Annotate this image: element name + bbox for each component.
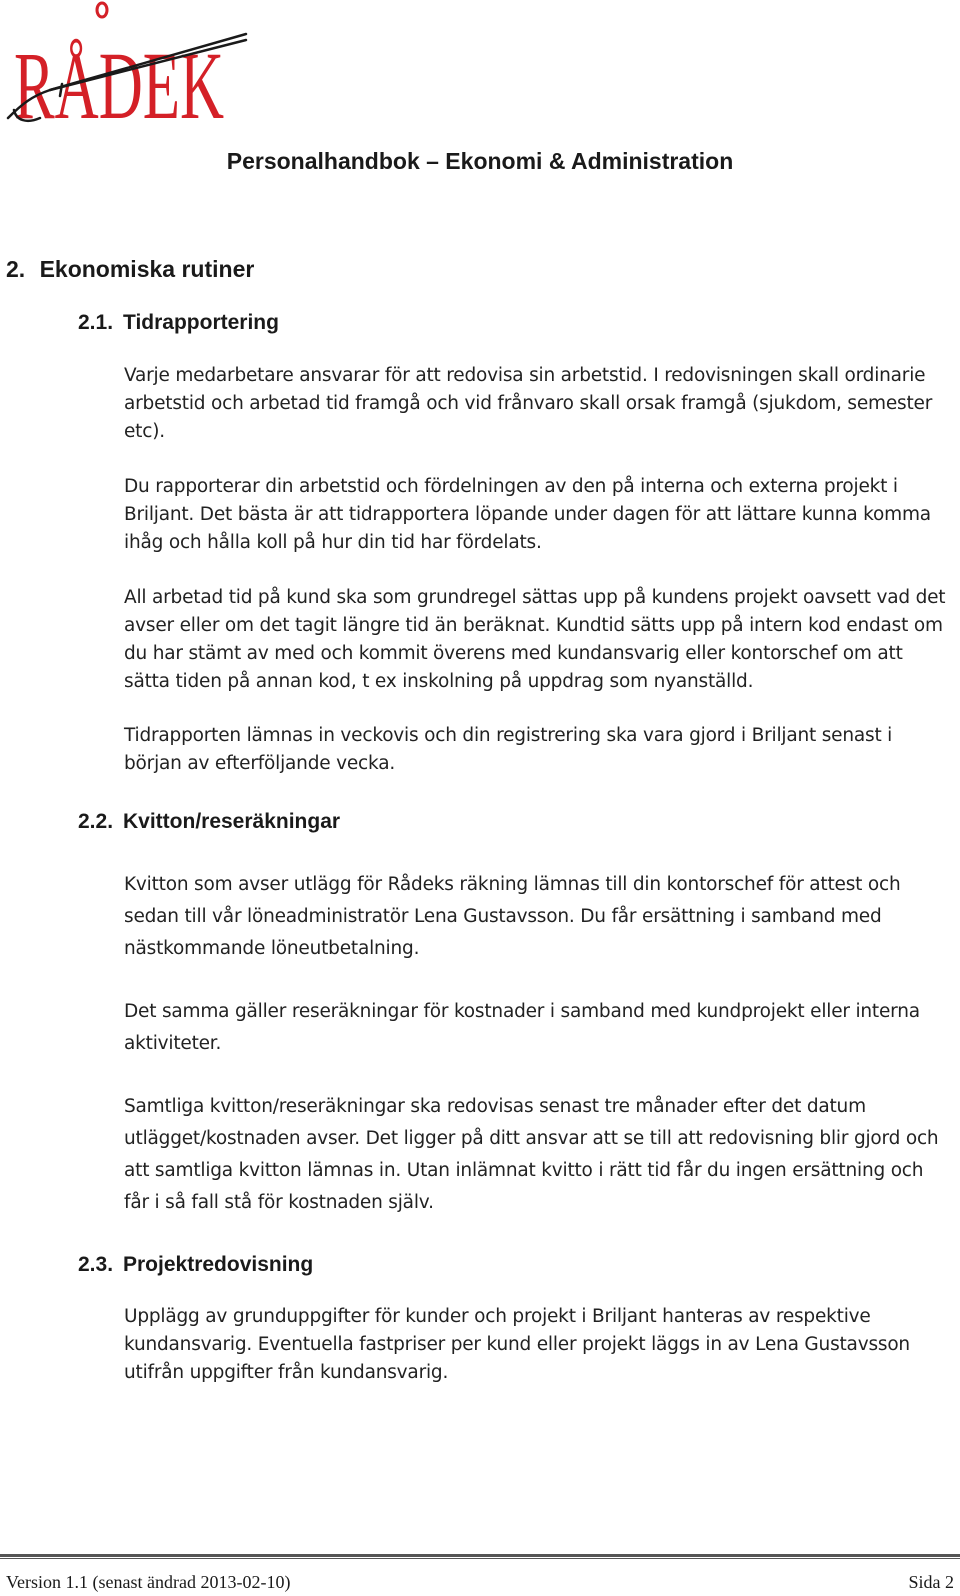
footer-version: Version 1.1 (senast ändrad 2013-02-10) [6, 1572, 291, 1592]
logo-text: RÅDEK [14, 32, 224, 139]
paragraph: Samtliga kvitton/reseräkningar ska redovisas senast tre månader efter det datum utlägget/kostnaden avser. Det ligger på ditt ansvar att se till att redovisning blir gjord och att samtliga kvitton lämnas in. Utan inlämnat kvitto i rätt tid får du ingen ersättning och får i så fall stå för kostnaden själv. [124, 1096, 939, 1213]
section-number: 2. [6, 256, 26, 282]
subsection-heading-projektredovisning [78, 1253, 313, 1277]
subsection-title: Tidrapportering [123, 311, 279, 334]
paragraph: Varje medarbetare ansvarar för att redovisa sin arbetstid. I redovisningen skall ordinarie arbetstid och arbetad tid framgå och vid frånvaro skall orsak framgå (sjukdom, semester etc). [124, 365, 933, 442]
section-title: Ekonomiska rutiner [39, 256, 255, 282]
radek-logo [2, 0, 252, 139]
paragraph: Det samma gäller reseräkningar för kostnader i samband med kundprojekt eller interna aktiviteter. [124, 1001, 920, 1054]
footer-page-number: Sida 2 [908, 1572, 954, 1592]
subsection-heading-tidrapportering [78, 311, 279, 335]
subsection-title: Kvitton/reseräkningar [123, 810, 341, 833]
paragraph: Upplägg av grunduppgifter för kunder och projekt i Briljant hanteras av respektive kundansvarig. Eventuella fastpriser per kund eller projekt läggs in av Lena Gustavsson utifrån uppgifter från kundansvarig. [124, 1306, 910, 1383]
footer-divider [0, 1554, 960, 1559]
section-heading [6, 256, 254, 283]
ring-icon [97, 3, 107, 17]
document-title: Personalhandbok – Ekonomi & Administration [226, 148, 734, 174]
subsection-number: 2.1. [78, 311, 114, 334]
paragraph: All arbetad tid på kund ska som grundregel sättas upp på kundens projekt oavsett vad det avser eller om det tagit längre tid än beräknat. Kundtid sätts upp på intern kod endast om du har stämt av med och kommit överens med kundansvarig eller kontorschef om att sätta tiden på annan kod, t ex inskolning på uppdrag som nyanställd. [124, 587, 946, 692]
paragraph: Tidrapporten lämnas in veckovis och din registrering ska vara gjord i Briljant senast i början av efterföljande vecka. [124, 725, 893, 774]
subsection-number: 2.2. [78, 810, 114, 833]
subsection-title: Projektredovisning [123, 1253, 314, 1276]
subsection-number: 2.3. [78, 1253, 114, 1276]
paragraph: Du rapporterar din arbetstid och fördelningen av den på interna och externa projekt i Briljant. Det bästa är att tidrapportera löpande under dagen för att lättare kunna komma ihåg och hålla koll på hur din tid har fördelats. [124, 476, 931, 553]
subsection-heading-kvitton [78, 810, 340, 834]
paragraph: Kvitton som avser utlägg för Rådeks räkning lämnas till din kontorschef för attest och sedan till vår löneadministratör Lena Gustavsson. Du får ersättning i samband med nästkommande löneutbetalning. [124, 874, 901, 959]
